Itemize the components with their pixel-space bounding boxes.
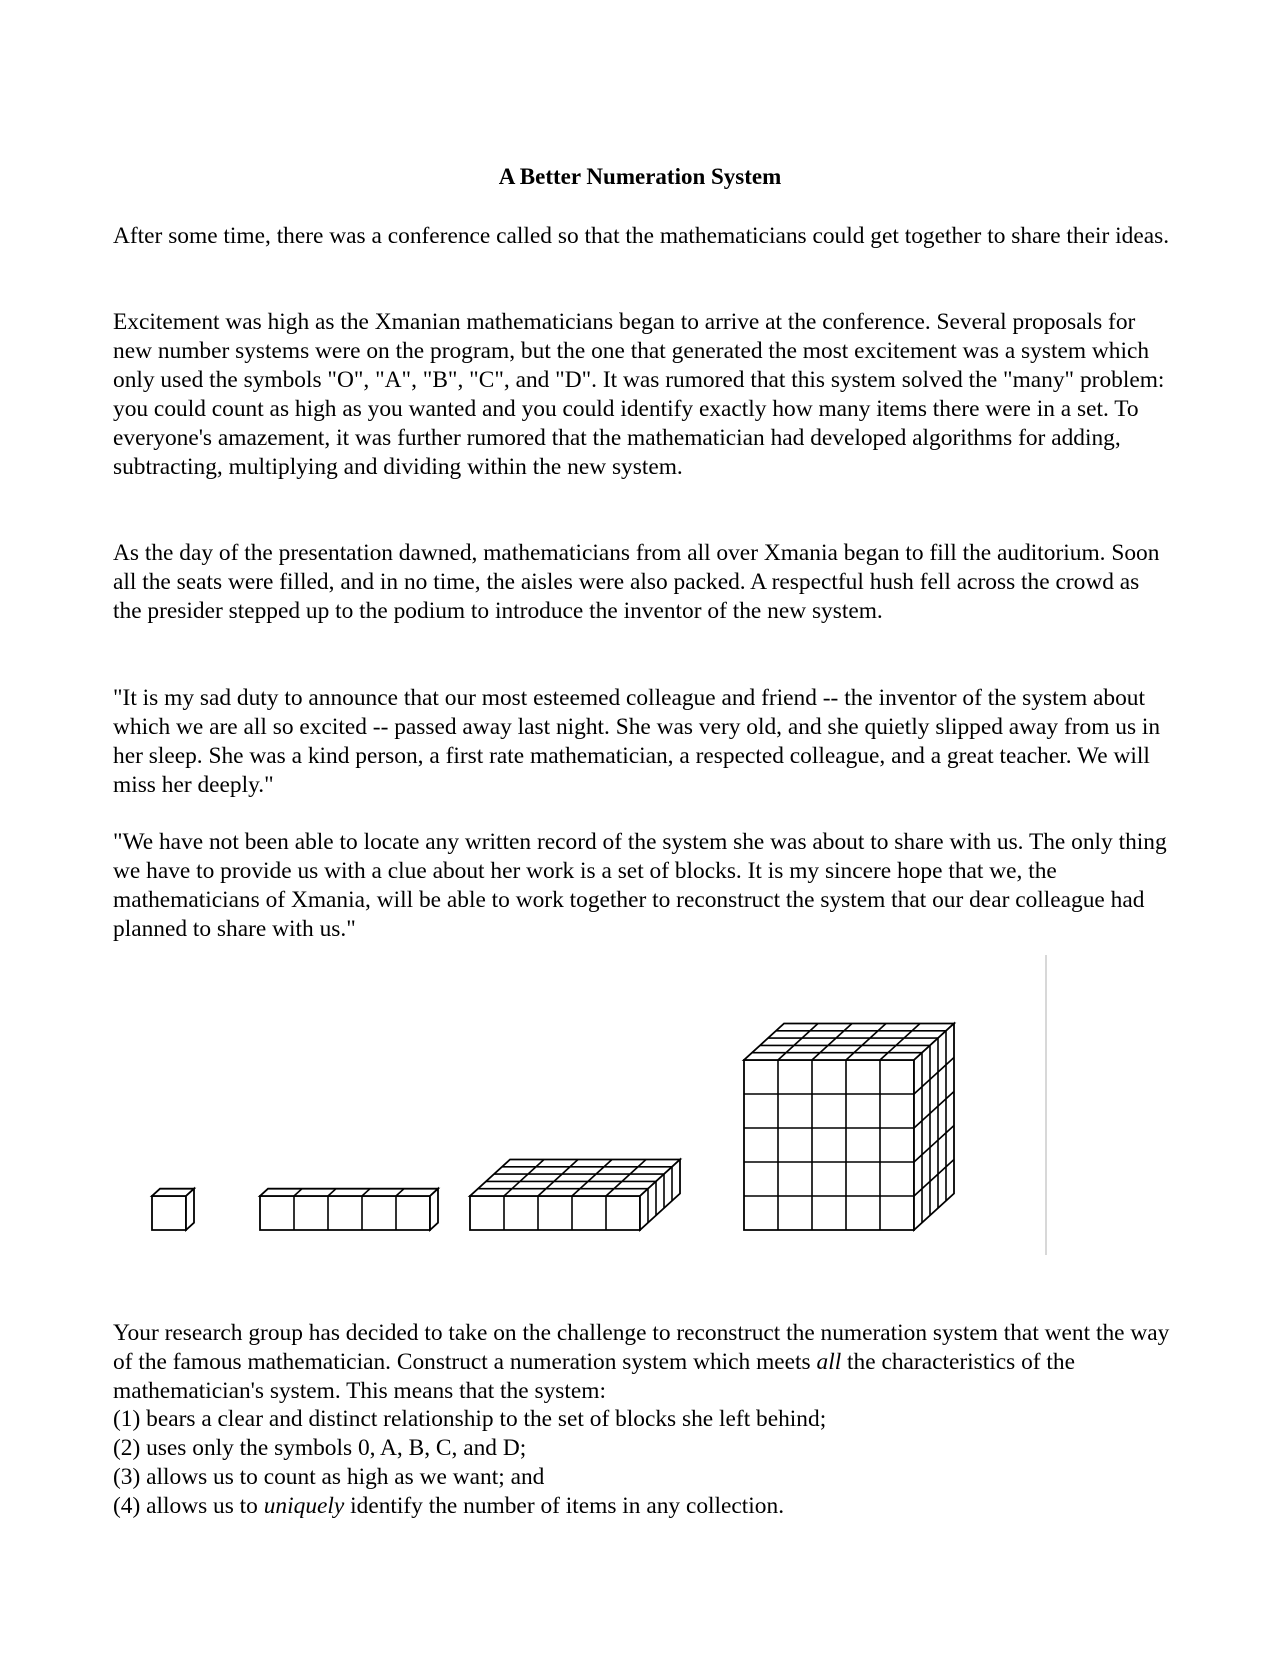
criteria-item-4-emphasis: uniquely [263, 1492, 345, 1519]
challenge-text-part2: the characteristics of the mathematician's system. This means that the system: [113, 1348, 1075, 1404]
block-face [152, 1196, 186, 1230]
base-blocks-drawing [140, 955, 1060, 1267]
paragraph-announcement: "It is my sad duty to announce that our most esteemed colleague and friend -- the inventor of the system about which we are all so excited -- passed away last night. She was very old, and she quietly slipped away from us in her sleep. She was a kind person, a first rate mathematician, a respected colleague, and a great teacher. We will miss her deeply." [113, 685, 1161, 798]
criteria-item-4 [113, 1492, 1173, 1521]
block-face [744, 1060, 914, 1230]
document-title: A Better Numeration System [498, 164, 782, 189]
criteria-item-2: (2) uses only the symbols 0, A, B, C, and D; [113, 1434, 527, 1461]
paragraph-conference: After some time, there was a conference called so that the mathematicians could get together to share their ideas. [113, 223, 1170, 249]
criteria-item-3: (3) allows us to count as high as we want; and [113, 1463, 545, 1490]
challenge-emphasis: all [816, 1348, 842, 1375]
block-face [260, 1196, 430, 1230]
challenge-text-part1: Your research group has decided to take on the challenge to reconstruct the numeration system that went the way of the famous mathematician. Construct a numeration system which meets [113, 1320, 1170, 1375]
criteria-list [113, 1405, 1173, 1521]
paragraph-excitement: Excitement was high as the Xmanian mathematicians began to arrive at the conference. Several proposals for new number systems were on the program, but the one that generated the most excitement was a system which only used the symbols "O", "A", "B", "C", and "D". It was rumored that this system solved the "many" problem: you could count as high as you wanted and you could identify exactly how many items there were in a set. To everyone's amazement, it was further rumored that the mathematician had developed algorithms for adding, subtracting, multiplying and dividing within the new system. [113, 309, 1165, 480]
block-cube [744, 1024, 954, 1231]
criteria-item-4-end: identify the number of items in any collection. [344, 1492, 785, 1519]
paragraph-blocks-clue: "We have not been able to locate any written record of the system she was about to share with us. The only thing we have to provide us with a clue about her work is a set of blocks. It is my sincere hope that we, the mathematicians of Xmania, will be able to work together to reconstruct the system that our dear colleague had planned to share with us." [113, 829, 1167, 942]
block-long [260, 1189, 438, 1230]
block-face [260, 1189, 438, 1196]
criteria-item-1: (1) bears a clear and distinct relationship to the set of blocks she left behind; [113, 1406, 827, 1432]
block-flat [470, 1160, 680, 1231]
base-blocks-figure [140, 955, 1060, 1267]
paragraph-presentation-day: As the day of the presentation dawned, mathematicians from all over Xmania began to fill the auditorium. Soon all the seats were filled, and in no time, the aisles were also packed. A respectful hush fell across the crowd as the presider stepped up to the podium to introduce the inventor of the new system. [113, 540, 1160, 624]
paragraph-challenge [113, 1319, 1173, 1406]
criteria-item-4-start: (4) allows us to [113, 1492, 264, 1519]
block-face [186, 1189, 194, 1230]
block-face [914, 1024, 954, 1231]
block-face [430, 1189, 438, 1230]
block-face [470, 1196, 640, 1230]
block-unit [152, 1189, 194, 1230]
